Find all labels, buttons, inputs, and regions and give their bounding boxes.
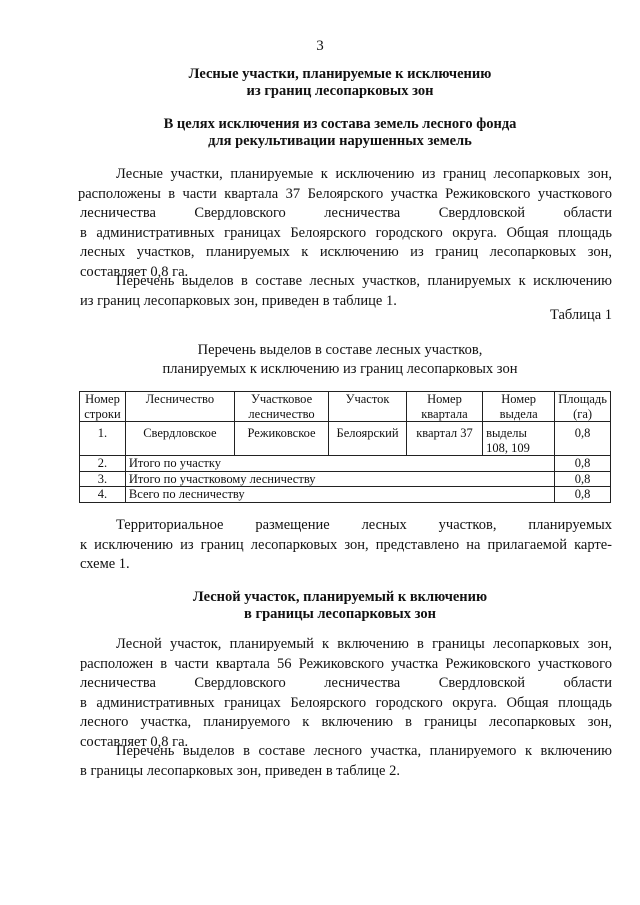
paragraph-map-reference: Территориальное размещение лесных участков, планируемых к исключению из границ лесопарковых зон, представлено на прилагаемой карте- схеме 1. [80, 517, 612, 572]
table-row: 1. Свердловское Режиковское Белоярский квартал 37 выделы 108, 109 0,8 [80, 422, 611, 456]
table-row-total-forestry: 4. Всего по лесничеству 0,8 [80, 487, 611, 503]
table-forest-plots [79, 391, 611, 503]
table-row-total-plot: 2. Итого по участку 0,8 [80, 456, 611, 472]
paragraph-table2-reference: Перечень выделов в составе лесного участка, планируемого к включению в границы лесопарковых зон, приведен в таблице 2. [80, 743, 612, 779]
table-label: Таблица 1 [549, 307, 612, 323]
paragraph-table1-reference: Перечень выделов в составе лесных участков, планируемых к исключению из границ лесопарковых зон, приведен в таблице 1. [80, 273, 612, 309]
section-subheading-recultivation: В целях исключения из состава земель лесного фонда для рекультивации нарушенных земель [163, 116, 517, 149]
table-header-row: Номер строки Лесничество Участковое лесничество Участок Номер квартала Номер выдела Площадь (га) [80, 392, 611, 422]
page-number: 3 [316, 38, 324, 54]
table-caption: Перечень выделов в составе лесных участков, планируемых к исключению из границ лесопарковых зон [162, 342, 518, 377]
table-row-total-district: 3. Итого по участковому лесничеству 0,8 [80, 471, 611, 487]
section-heading-inclusion: Лесной участок, планируемый к включению в границы лесопарковых зон [192, 589, 488, 622]
section-heading-exclusion: Лесные участки, планируемые к исключению из границ лесопарковых зон [188, 66, 492, 99]
paragraph-inclusion-location: Лесной участок, планируемый к включению в границы лесопарковых зон, расположен в части квартала 56 Режиковского участка Режиковского участкового лесничества Свердловского лесничества Свердловской области в административных границах Белоярского городского округа. Общая площадь лесного участка, планируемого к включению в границы лесопарковых зон, составляет 0,8 га. [80, 636, 612, 750]
paragraph-exclusion-location: Лесные участки, планируемые к исключению из границ лесопарковых зон, расположены в части квартала 37 Белоярского участка Режиковского участкового лесничества Свердловского лесничества Свердловской области в административных границах Белоярского городского округа. Общая площадь лесных участков, планируемых к исключению из границ лесопарковых зон, составляет 0,8 га. [78, 166, 612, 280]
